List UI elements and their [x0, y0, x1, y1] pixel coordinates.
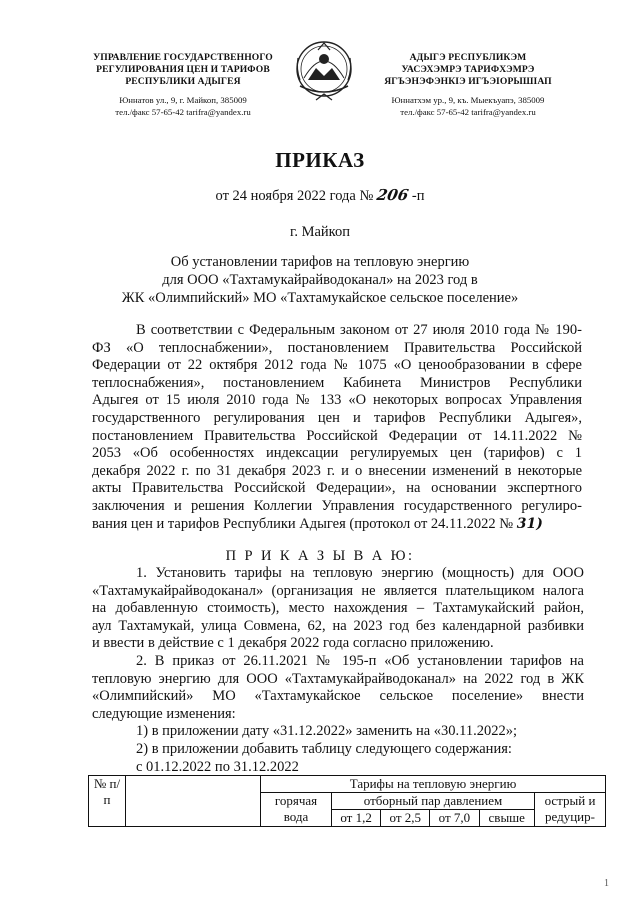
preamble-line: теплоснабжения», постановлением Кабинета Министров Республики — [92, 374, 582, 391]
order-number-handwritten: 206 — [375, 186, 410, 204]
item-line: тепловую энергию для ООО «Тахтамукайрайводоканал» на 2022 год в ЖК — [92, 670, 584, 687]
preamble — [92, 322, 582, 533]
preamble-last-line: вания цен и тарифов Республики Адыгея (протокол от 24.11.2022 № 31) — [92, 515, 543, 532]
item-line: с 01.12.2022 по 31.12.2022 — [136, 758, 299, 775]
order-date-line — [0, 186, 640, 205]
header-right — [368, 52, 568, 118]
item-line: следующие изменения: — [92, 705, 236, 722]
preamble-line: постановлением Правительства Российской Федерации от 14.11.2022 № — [92, 427, 582, 444]
tariffs-group-header: Тарифы на тепловую энергию — [261, 776, 606, 793]
document-title: ПРИКАЗ — [275, 148, 365, 172]
item-line: «Олимпийский» МО «Тахтамукайское сельское поселение» внести — [92, 688, 584, 705]
steam-header: отборный пар давлением — [332, 793, 535, 810]
preamble-line: декабря 2022 г. по 31 декабря 2023 г. и о внесении изменений в некоторые — [92, 462, 582, 479]
city: г. Майкоп — [290, 224, 350, 240]
preamble-line: Федерации от 22 октября 2012 года № 1075 «О ценообразовании в сфере — [92, 357, 582, 374]
steam-col-header: от 1,2 — [332, 810, 381, 827]
preamble-line: Адыгея от 15 июля 2010 года № 133 «О некоторых вопросах Управления — [92, 392, 582, 409]
item-line: 1) в приложении дату «31.12.2022» заменить на «30.11.2022»; — [136, 723, 518, 740]
protocol-number-handwritten: 31) — [516, 515, 543, 532]
preamble-line: государственного регулирования цен и тарифов Республики Адыгея», — [92, 409, 582, 426]
col-number-header: № п/п — [89, 776, 126, 827]
preamble-line: В соответствии с Федеральным законом от 27 июля 2010 года № 190- — [136, 322, 582, 338]
steam-col-header: свыше — [479, 810, 534, 827]
item-line: и ввести в действие с 1 декабря 2022 года согласно приложению. — [92, 635, 494, 652]
address-ru: Юннатов ул., 9, г. Майкоп, 385009 тел./факс 57-65-42 tarifra@yandex.ru — [115, 95, 251, 117]
item-line: на добавленную стоимость), место нахождения – Тахтамукайский район, — [92, 600, 584, 617]
item-line: 2) в приложении добавить таблицу следующего содержания: — [136, 740, 512, 757]
item-line: «Тахтамукайрайводоканал» (организация не является плательщиком налога — [92, 582, 584, 599]
coat-of-arms-icon — [294, 38, 354, 104]
order-items — [92, 565, 584, 776]
item-line: 1. Установить тарифы на тепловую энергию (мощность) для ООО — [136, 565, 584, 581]
org-name-ru: УПРАВЛЕНИЕ ГОСУДАРСТВЕННОГО РЕГУЛИРОВАНИЯ ЦЕН И ТАРИФОВ РЕСПУБЛИКИ АДЫГЕЯ — [93, 52, 273, 87]
item-line: 2. В приказ от 26.11.2021 № 195-п «Об установлении тарифов на — [136, 652, 584, 669]
org-name-adyghe: АДЫГЭ РЕСПУБЛИКЭМ УАСЭХЭМРЭ ТАРИФХЭМРЭ ЯГЪЭНЭФЭНКІЭ ИГЪЭІОРЫШІАП — [384, 52, 552, 87]
blank-cell — [126, 776, 261, 827]
tariff-table — [88, 775, 606, 827]
preamble-line: заключения и решения Коллегии Управления государственного регулиро- — [92, 497, 582, 514]
hot-water-header: горячая вода — [261, 793, 332, 827]
order-subject: Об установлении тарифов на тепловую энергию для ООО «Тахтамукайрайводоканал» на 2023 год в ЖК «Олимпийский» МО «Тахтамукайское сельское поселение» — [121, 254, 519, 306]
steam-col-header: от 2,5 — [381, 810, 430, 827]
order-number-suffix: -п — [411, 188, 425, 204]
steam-col-header: от 7,0 — [430, 810, 479, 827]
sharp-steam-header: острый и редуцир- — [535, 793, 606, 827]
order-word: П Р И К А З Ы В А Ю: — [225, 548, 415, 564]
item-line: аул Тахтамукай, улица Совмена, 62, на 2023 год без календарной разбивки — [92, 617, 584, 634]
preamble-line: ФЗ «О теплоснабжении», постановлением Правительства Российской — [92, 339, 582, 356]
order-date: от 24 ноября 2022 года № — [215, 188, 374, 204]
header-left — [83, 52, 283, 118]
address-adyghe: Юннатхэм ур., 9, къ. Мыекъуапэ, 385009 тел./факс 57-65-42 tarifra@yandex.ru — [391, 95, 545, 117]
preamble-line: акты Правительства Российской Федерации», на основании экспертного — [92, 480, 582, 497]
page-number: 1 — [604, 878, 609, 889]
preamble-line: 2053 «Об особенностях индексации регулируемых цен (тарифов) с 1 — [92, 445, 582, 462]
